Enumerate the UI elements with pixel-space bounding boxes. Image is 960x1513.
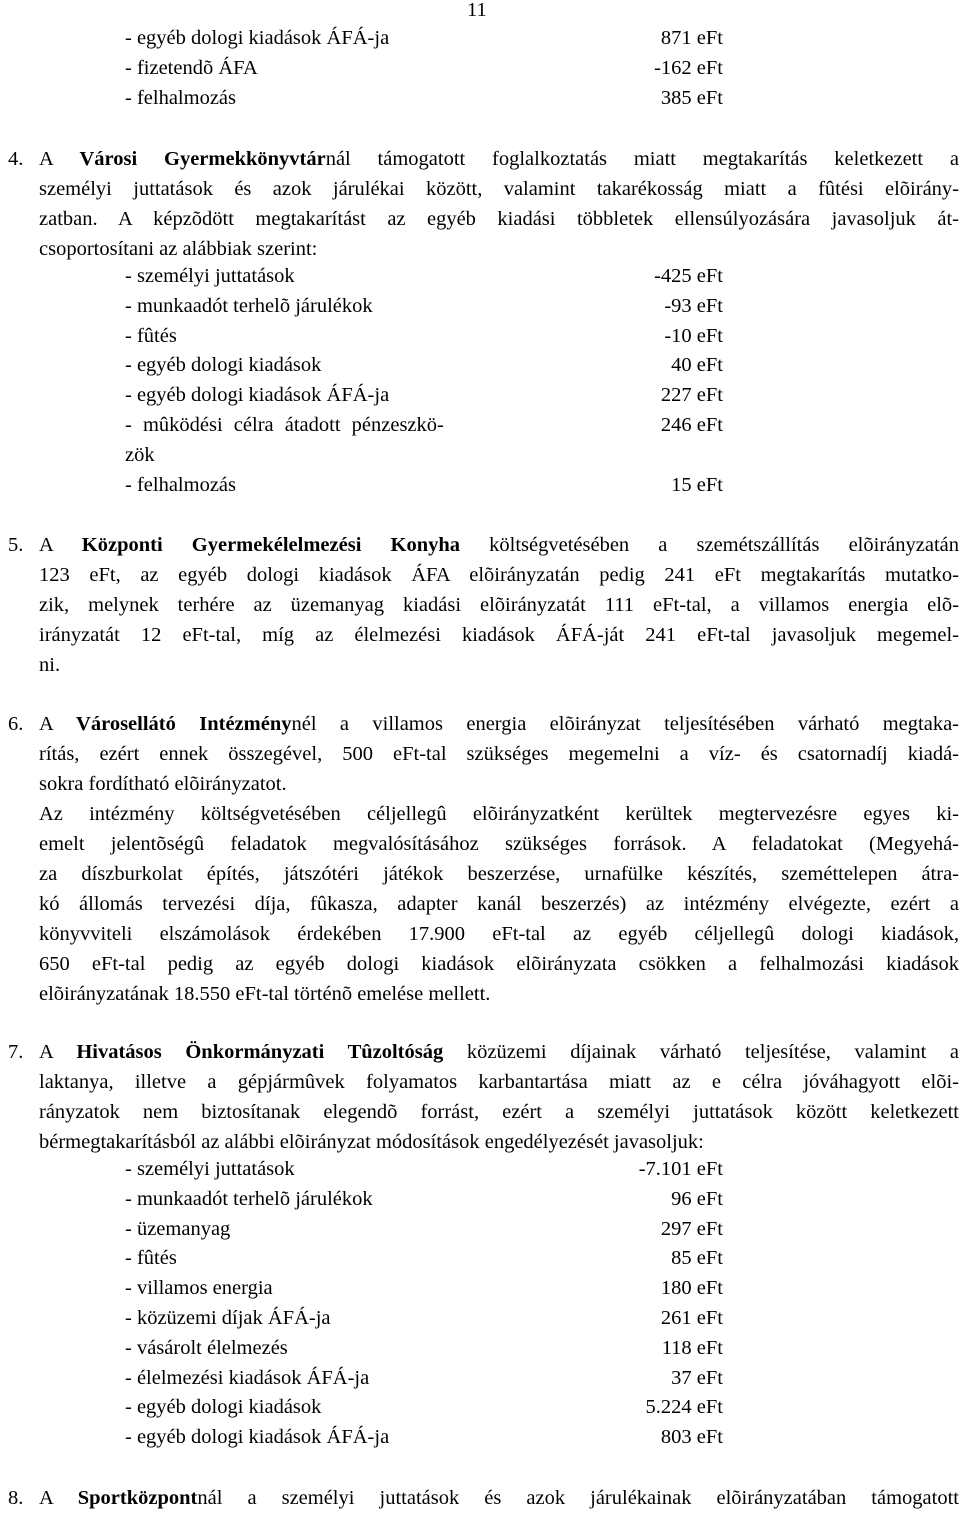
- institution-name: Városellátó Intézmény: [76, 713, 292, 735]
- list-item: - mûködési célra átadott pénzeszkö- zök 246 eFt: [125, 413, 723, 466]
- paragraph-line: A Városellátó Intézménynél a villamos energia elõirányzat teljesítésében várható megtaka-: [39, 713, 959, 735]
- paragraph-line: Az intézmény költségvetésében céljellegû elõirányzatként kerültek megtervezésre egyes ki-: [39, 803, 959, 825]
- list-item: - személyi juttatások -7.101 eFt: [125, 1158, 723, 1180]
- list-item: - közüzemi díjak ÁFÁ-ja 261 eFt: [125, 1306, 723, 1329]
- paragraph-line: bérmegtakarításból az alábbi elõirányzat módosítások engedélyezését javasoljuk:: [39, 1131, 704, 1153]
- paragraph-line: 123 eFt, az egyéb dologi kiadások ÁFA elõirányzatán pedig 241 eFt megtakarítás mutatko-: [39, 564, 959, 586]
- list-item: - egyéb dologi kiadások ÁFÁ-ja 803 eFt: [125, 1426, 723, 1449]
- paragraph-line: rányzatok nem biztosítanak elegendõ forrást, ezért a személyi juttatások között keletkezett: [39, 1101, 959, 1123]
- list-item: - személyi juttatások -425 eFt: [125, 265, 723, 287]
- list-item: - fûtés -10 eFt: [125, 324, 723, 347]
- list-item: - vásárolt élelmezés 118 eFt: [125, 1336, 723, 1359]
- paragraph-line: 650 eFt-tal pedig az egyéb dologi kiadások elõirányzata csökken a felhalmozási kiadások: [39, 953, 959, 975]
- paragraph-line: csoportosítani az alábbiak szerint:: [39, 238, 318, 260]
- paragraph-line: könyvviteli elszámolások érdekében 17.900 eFt-tal az egyéb céljellegû dologi kiadások,: [39, 923, 959, 945]
- list-item: - üzemanyag 297 eFt: [125, 1217, 723, 1240]
- paragraph-line: A Központi Gyermekélelmezési Konyha költségvetésében a szemétszállítás elõirányzatán: [39, 534, 959, 556]
- section-number: 4.: [8, 148, 24, 170]
- list-item: - felhalmozás 385 eFt: [125, 86, 723, 109]
- section-number: 7.: [8, 1041, 24, 1063]
- paragraph-line: ni.: [39, 654, 61, 676]
- list-item: - egyéb dologi kiadások ÁFÁ-ja 871 eFt: [125, 27, 723, 49]
- paragraph-line: emelt jelentõségû feladatok megvalósításához szükséges források. A feladatokat (Megyehá-: [39, 833, 959, 855]
- institution-name: Hivatásos Önkormányzati Tûzoltóság: [76, 1041, 444, 1063]
- paragraph-line: személyi juttatások és azok járulékai között, valamint takarékosság miatt a fûtési elõirány-: [39, 178, 959, 200]
- section-7-amount-list: [125, 1155, 723, 1453]
- paragraph-line: zik, melynek terhére az üzemanyag kiadási elõirányzatát 111 eFt-tal, a villamos energia elõ-: [39, 594, 959, 616]
- top-amount-list: [125, 24, 723, 113]
- paragraph-line: A Városi Gyermekkönyvtárnál támogatott foglalkoztatás miatt megtakarítás keletkezett a: [39, 148, 959, 170]
- paragraph-line: irányzatát 12 eFt-tal, míg az élelmezési kiadások ÁFÁ-ját 241 eFt-tal javasoljuk megemel-: [39, 624, 959, 646]
- paragraph-line: kó állomás tervezési díja, fûkasza, adapter kanál beszerzés) az intézmény elvégezte, ezért a: [39, 893, 959, 915]
- paragraph-line: za díszburkolat építés, játszótéri játékok beszerzése, urnafülke készítés, szeméttelepen átra-: [39, 863, 959, 885]
- paragraph-line: elõirányzatának 18.550 eFt-tal történõ emelése mellett.: [39, 983, 491, 1005]
- list-item: - fûtés 85 eFt: [125, 1247, 723, 1270]
- section-4-amount-list: [125, 262, 723, 500]
- paragraph-line: A Sportközpontnál a személyi juttatások és azok járulékainak elõirányzatában támogatott: [39, 1487, 959, 1509]
- paragraph-line: A Hivatásos Önkormányzati Tûzoltóság közüzemi díjainak várható teljesítése, valamint a: [39, 1041, 959, 1063]
- list-item: - felhalmozás 15 eFt: [125, 473, 723, 496]
- list-item: - egyéb dologi kiadások ÁFÁ-ja 227 eFt: [125, 384, 723, 407]
- institution-name: Városi Gyermekkönyvtár: [79, 148, 326, 170]
- list-item: - egyéb dologi kiadások 40 eFt: [125, 354, 723, 377]
- section-number: 8.: [8, 1487, 24, 1509]
- paragraph-line: sokra fordítható elõirányzatot.: [39, 773, 287, 795]
- paragraph-line: laktanya, illetve a gépjármûvek folyamatos karbantartása miatt az e célra jóváhagyott elõi-: [39, 1071, 959, 1093]
- paragraph-line: rítás, ezért ennek összegével, 500 eFt-tal szükséges megemelni a víz- és csatornadíj kiadá-: [39, 743, 959, 765]
- paragraph-line: zatban. A képzõdött megtakarítást az egyéb kiadási többletek ellensúlyozására javasoljuk át-: [39, 208, 959, 230]
- institution-name: Sportközpont: [77, 1487, 198, 1509]
- page-number: 11: [467, 0, 487, 21]
- list-item: - munkaadót terhelõ járulékok -93 eFt: [125, 294, 723, 317]
- list-item: - munkaadót terhelõ járulékok 96 eFt: [125, 1187, 723, 1210]
- section-number: 5.: [8, 534, 24, 556]
- list-item: - egyéb dologi kiadások 5.224 eFt: [125, 1396, 723, 1419]
- list-item: - villamos energia 180 eFt: [125, 1277, 723, 1300]
- list-item: - fizetendõ ÁFA -162 eFt: [125, 56, 723, 79]
- institution-name: Központi Gyermekélelmezési Konyha: [81, 534, 461, 556]
- section-number: 6.: [8, 713, 24, 735]
- list-item: - élelmezési kiadások ÁFÁ-ja 37 eFt: [125, 1366, 723, 1389]
